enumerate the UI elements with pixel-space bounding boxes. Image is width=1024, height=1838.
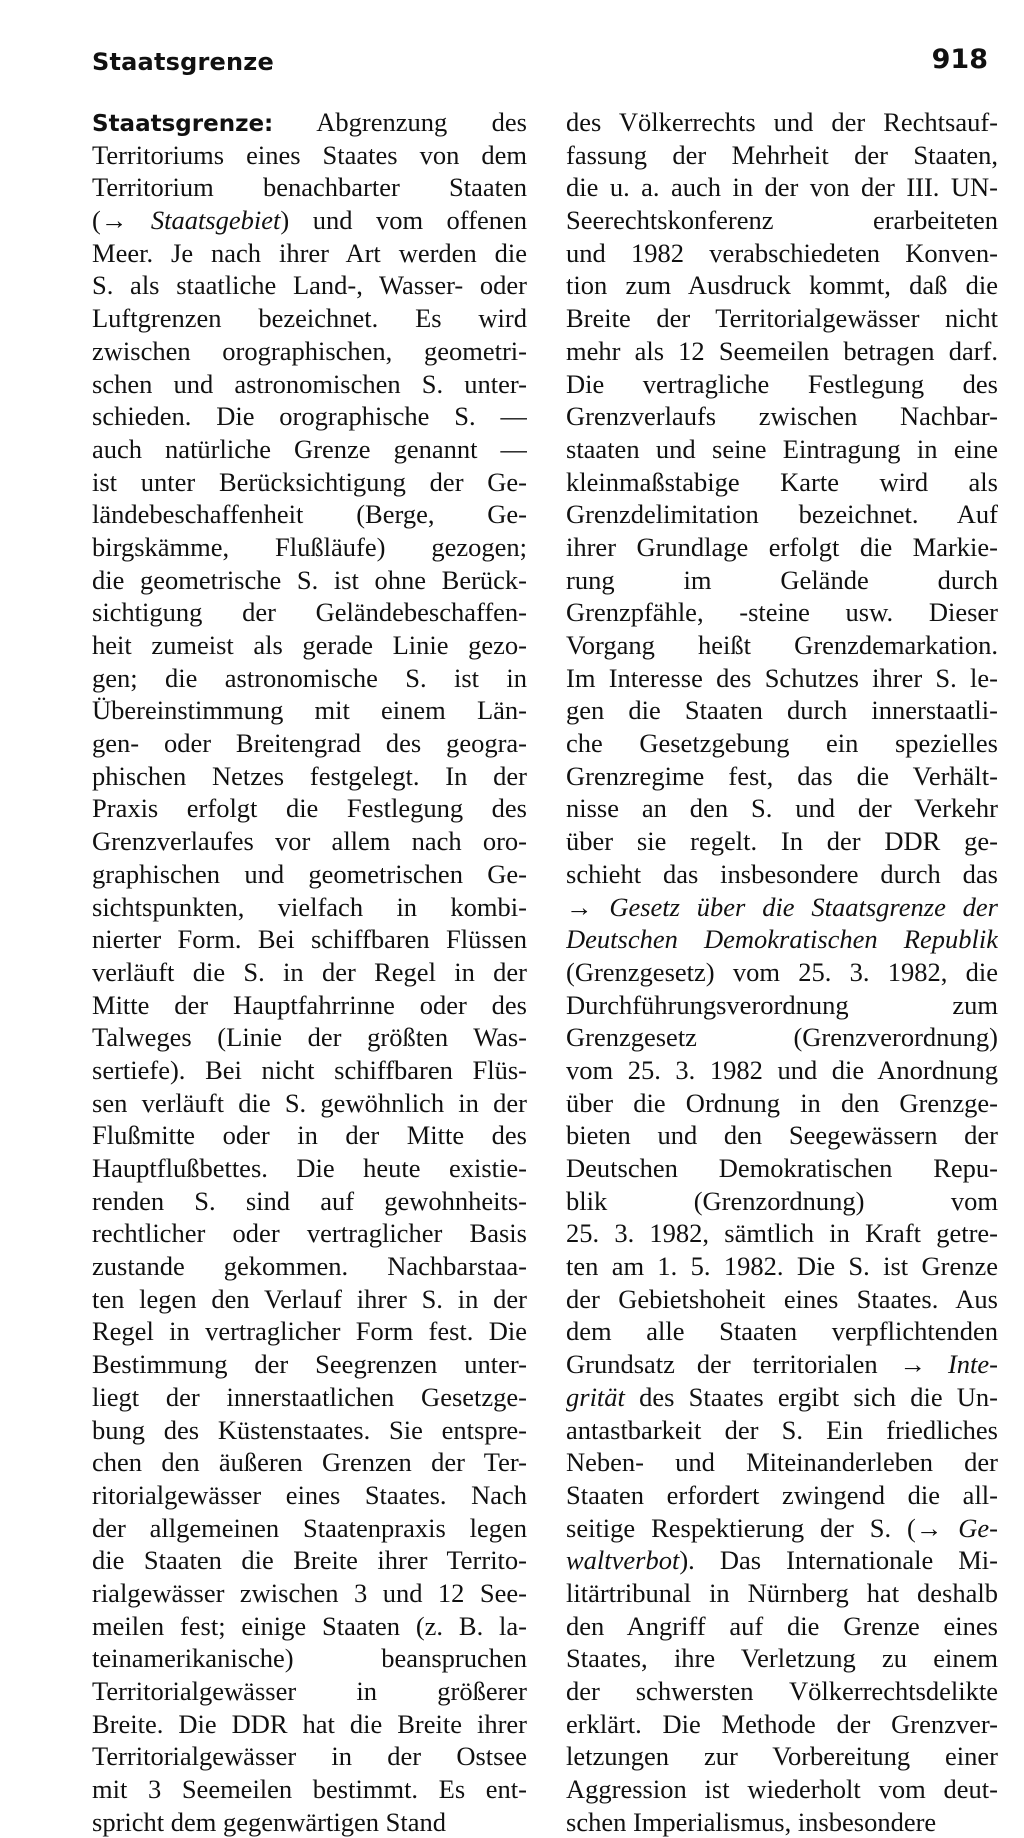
text-segment: Meer. Je nach ihrer Art werden die — [92, 237, 527, 268]
text-line — [92, 1283, 527, 1316]
text-line — [566, 694, 998, 727]
text-line — [92, 694, 527, 727]
text-segment: Aggression ist wiederholt vom deut- — [566, 1774, 998, 1805]
text-segment: Durchführungsverordnung zum — [566, 989, 998, 1020]
text-line — [566, 792, 998, 825]
text-segment: die Staaten die Breite ihrer Territo- — [92, 1545, 527, 1576]
text-segment: Übereinstimmung mit einem Län- — [92, 695, 527, 726]
text-segment: zwischen orographischen, geometri- — [92, 335, 527, 366]
text-segment: fassung der Mehrheit der Staaten, — [566, 139, 998, 170]
text-line — [566, 1119, 998, 1152]
text-segment: Neben- und Miteinanderleben der — [566, 1447, 998, 1478]
text-segment: staaten und seine Eintragung in eine — [566, 433, 998, 464]
text-segment: Im Interesse des Schutzes ihrer S. le- — [566, 662, 998, 693]
text-line — [566, 1054, 998, 1087]
text-segment: Praxis erfolgt die Festlegung des — [92, 793, 527, 824]
text-line — [566, 989, 998, 1022]
text-segment: Bestimmung der Seegrenzen unter- — [92, 1349, 527, 1380]
text-segment: gen- oder Breitengrad des geogra- — [92, 728, 527, 759]
text-segment: 25. 3. 1982, sämtlich in Kraft getre- — [566, 1218, 998, 1249]
text-segment: Grenzregime fest, das die Verhält- — [566, 760, 998, 791]
text-segment: mehr als 12 Seemeilen betragen darf. — [566, 335, 998, 366]
text-line — [92, 498, 527, 531]
text-segment: sichtspunkten, vielfach in kombi- — [92, 891, 527, 922]
text-segment: ihrer Grundlage erfolgt die Markie- — [566, 531, 998, 562]
text-segment: schieden. Die orographische S. — — [92, 401, 527, 432]
text-line — [566, 139, 998, 172]
text-segment: Grenzpfähle, -steine usw. Dieser — [566, 597, 998, 628]
text-segment: meilen fest; einige Staaten (z. B. la- — [92, 1610, 527, 1641]
text-segment: Abgrenzung des — [316, 107, 527, 137]
text-line — [92, 1250, 527, 1283]
text-line — [92, 139, 527, 172]
entry-headword: Staatsgrenze: — [92, 111, 274, 137]
text-segment: schen und astronomischen S. unter- — [92, 368, 527, 399]
cross-reference: grität — [566, 1381, 625, 1412]
text-segment: zustande gekommen. Nachbarstaa- — [92, 1251, 527, 1282]
text-line — [566, 1675, 998, 1708]
text-segment: S. als staatliche Land-, Wasser- oder — [92, 270, 527, 301]
text-line — [92, 1414, 527, 1447]
text-line — [92, 531, 527, 564]
text-line — [92, 433, 527, 466]
text-segment: dem alle Staaten verpflichtenden — [566, 1316, 998, 1347]
text-segment: ten legen den Verlauf ihrer S. in der — [92, 1283, 527, 1314]
text-line — [92, 1381, 527, 1414]
text-segment: über die Ordnung in den Grenzge- — [566, 1087, 998, 1118]
text-line — [92, 1446, 527, 1479]
text-line — [92, 204, 527, 237]
text-segment: ten am 1. 5. 1982. Die S. ist Grenze — [566, 1251, 998, 1282]
text-line — [92, 727, 527, 760]
text-segment: Grenzgesetz (Grenzverordnung) — [566, 1022, 998, 1053]
text-line — [566, 1283, 998, 1316]
text-segment: Regel in vertraglicher Form fest. Die — [92, 1316, 527, 1347]
text-segment: über sie regelt. In der DDR ge- — [566, 826, 998, 857]
text-line — [566, 269, 998, 302]
text-segment: graphischen und geometrischen Ge- — [92, 858, 527, 889]
cross-reference: Deutschen Demokratischen Republik — [566, 924, 998, 955]
text-line — [92, 825, 527, 858]
text-segment: ist unter Berücksichtigung der Ge- — [92, 466, 527, 497]
text-segment: Die vertragliche Festlegung des — [566, 368, 998, 399]
text-line — [92, 106, 527, 139]
text-line — [92, 596, 527, 629]
text-segment: Grundsatz der territorialen → — [566, 1349, 948, 1380]
text-line — [566, 1446, 998, 1479]
text-line — [92, 1185, 527, 1218]
text-line — [566, 302, 998, 335]
text-segment: der schwersten Völkerrechtsdelikte — [566, 1676, 998, 1706]
text-line — [566, 204, 998, 237]
text-segment: bung des Küstenstaates. Sie entspre- — [92, 1414, 527, 1445]
text-line — [566, 1087, 998, 1120]
text-line — [566, 335, 998, 368]
text-line — [92, 1740, 527, 1773]
text-line — [566, 531, 998, 564]
text-segment: (→ — [92, 205, 151, 236]
text-line — [566, 466, 998, 499]
text-line — [92, 1806, 527, 1838]
text-line — [566, 1806, 998, 1838]
text-segment: sen verläuft die S. gewöhnlich in der — [92, 1087, 527, 1118]
text-line — [92, 792, 527, 825]
text-line — [92, 989, 527, 1022]
text-line — [92, 1217, 527, 1250]
page-number: 918 — [931, 44, 988, 75]
text-line — [92, 335, 527, 368]
text-line — [92, 1708, 527, 1741]
text-segment: Deutschen Demokratischen Repu- — [566, 1153, 998, 1183]
text-segment: Territorialgewässer in der Ostsee — [92, 1741, 527, 1772]
text-line — [566, 891, 998, 924]
text-segment: chen den äußeren Grenzen der Ter- — [92, 1447, 527, 1478]
text-line — [566, 1512, 998, 1545]
text-line — [566, 1708, 998, 1741]
text-line — [92, 368, 527, 401]
text-line — [566, 1348, 998, 1381]
text-line — [566, 1217, 998, 1250]
text-segment: rung im Gelände durch — [566, 564, 998, 595]
text-segment: erklärt. Die Methode der Grenzver- — [566, 1708, 998, 1739]
text-line — [566, 825, 998, 858]
text-segment: des Staates ergibt sich die Un- — [624, 1381, 998, 1412]
cross-reference: Inte- — [947, 1349, 998, 1380]
text-segment: ). Das Internationale Mi- — [679, 1545, 998, 1576]
text-line — [566, 1479, 998, 1512]
text-segment: letzungen zur Vorbereitung einer — [566, 1741, 998, 1772]
text-line — [566, 433, 998, 466]
text-line — [92, 858, 527, 891]
text-segment: Hauptflußbettes. Die heute existie- — [92, 1153, 527, 1183]
text-line — [92, 1152, 527, 1185]
text-segment: schieht das insbesondere durch das — [566, 858, 998, 889]
cross-reference: waltverbot — [566, 1545, 680, 1576]
text-segment: Staaten erfordert zwingend die all- — [566, 1479, 998, 1510]
text-segment: rialgewässer zwischen 3 und 12 See- — [92, 1577, 527, 1608]
text-segment: liegt der innerstaatlichen Gesetzge- — [92, 1381, 527, 1412]
text-segment: renden S. sind auf gewohnheits- — [92, 1185, 527, 1216]
text-line — [92, 237, 527, 270]
text-line — [566, 629, 998, 662]
text-segment: Grenzdelimitation bezeichnet. Auf — [566, 499, 998, 530]
text-segment: nierter Form. Bei schiffbaren Flüssen — [92, 924, 527, 955]
text-segment: sertiefe). Bei nicht schiffbaren Flüs- — [92, 1054, 527, 1085]
text-segment: mit 3 Seemeilen bestimmt. Es ent- — [92, 1774, 527, 1805]
text-segment: Staates, ihre Verletzung zu einem — [566, 1643, 998, 1674]
text-segment: schen Imperialismus, insbesondere — [566, 1806, 937, 1837]
text-segment: spricht dem gegenwärtigen Stand — [92, 1806, 446, 1837]
text-line — [92, 891, 527, 924]
text-segment: antastbarkeit der S. Ein friedliches — [566, 1414, 998, 1445]
text-line — [92, 171, 527, 204]
text-line — [566, 564, 998, 597]
text-line — [566, 1152, 998, 1185]
text-line — [92, 269, 527, 302]
text-segment: teinamerikanische) beanspruchen — [92, 1643, 527, 1674]
text-line — [566, 760, 998, 793]
text-line — [92, 1348, 527, 1381]
text-segment: nisse an den S. und der Verkehr — [566, 793, 998, 824]
text-line — [92, 1512, 527, 1545]
text-segment: Grenzverlaufs zwischen Nachbar- — [566, 401, 998, 432]
text-segment: Breite. Die DDR hat die Breite ihrer — [92, 1708, 527, 1739]
text-line — [92, 1577, 527, 1610]
text-line — [92, 760, 527, 793]
text-line — [566, 1740, 998, 1773]
text-line — [566, 662, 998, 695]
text-segment: (Grenzgesetz) vom 25. 3. 1982, die — [566, 956, 998, 987]
cross-reference: Ge- — [958, 1512, 998, 1543]
text-segment: auch natürliche Grenze genannt — — [92, 433, 527, 464]
text-line — [92, 629, 527, 662]
text-segment: phischen Netzes festgelegt. In der — [92, 760, 527, 791]
text-line — [566, 1773, 998, 1806]
text-line — [92, 302, 527, 335]
text-line — [566, 1642, 998, 1675]
text-segment: Territorium benachbarter Staaten — [92, 172, 527, 203]
text-segment: heit zumeist als gerade Linie gezo- — [92, 630, 527, 660]
text-segment: → — [566, 891, 610, 922]
text-segment: seitige Respektierung der S. (→ — [566, 1512, 959, 1543]
text-segment: kleinmaßstabige Karte wird als — [566, 466, 998, 497]
text-line — [566, 1414, 998, 1447]
text-segment: verläuft die S. in der Regel in der — [92, 956, 527, 987]
text-line — [92, 1119, 527, 1152]
cross-reference: Gesetz über die Staatsgrenze der — [609, 891, 998, 922]
text-line — [92, 1675, 527, 1708]
text-line — [92, 1054, 527, 1087]
text-segment: Talweges (Linie der größten Was- — [92, 1022, 527, 1053]
text-line — [566, 956, 998, 989]
text-line — [566, 1381, 998, 1414]
text-line — [566, 498, 998, 531]
text-line — [92, 1087, 527, 1120]
text-segment: und 1982 verabschiedeten Konven- — [566, 237, 998, 268]
text-line — [92, 1610, 527, 1643]
text-segment: die u. a. auch in der von der III. UN- — [566, 172, 998, 203]
text-line — [92, 956, 527, 989]
text-segment: rechtlicher oder vertraglicher Basis — [92, 1218, 527, 1249]
text-segment: den Angriff auf die Grenze eines — [566, 1610, 998, 1641]
text-segment: vom 25. 3. 1982 und die Anordnung — [566, 1054, 998, 1085]
text-segment: der Gebietshoheit eines Staates. Aus — [566, 1283, 998, 1314]
text-segment: Mitte der Hauptfahrrinne oder des — [92, 989, 527, 1020]
text-segment: Vorgang heißt Grenzdemarkation. — [566, 630, 998, 660]
text-segment: ländebeschaffenheit (Berge, Ge- — [92, 499, 527, 530]
text-segment: ritorialgewässer eines Staates. Nach — [92, 1479, 527, 1510]
text-line — [566, 237, 998, 270]
text-line — [92, 1021, 527, 1054]
cross-reference: Staatsgebiet — [150, 205, 281, 236]
text-segment: gen die Staaten durch innerstaatli- — [566, 695, 998, 726]
text-line — [92, 1544, 527, 1577]
text-line — [566, 1610, 998, 1643]
text-line — [92, 1479, 527, 1512]
text-line — [566, 1021, 998, 1054]
running-head: Staatsgrenze — [92, 48, 274, 76]
text-segment: Territorialgewässer in größerer — [92, 1676, 527, 1706]
text-segment: blik (Grenzordnung) vom — [566, 1185, 998, 1216]
text-segment: des Völkerrechts und der Rechtsauf- — [566, 107, 998, 137]
text-line — [92, 923, 527, 956]
text-segment: Flußmitte oder in der Mitte des — [92, 1120, 527, 1151]
text-line — [566, 1250, 998, 1283]
text-line — [92, 400, 527, 433]
text-segment: gen; die astronomische S. ist in — [92, 662, 527, 693]
text-segment: Grenzverlaufes vor allem nach oro- — [92, 826, 527, 857]
text-segment: che Gesetzgebung ein spezielles — [566, 728, 998, 759]
text-segment: Luftgrenzen bezeichnet. Es wird — [92, 303, 527, 334]
text-line — [566, 1185, 998, 1218]
text-segment: die geometrische S. ist ohne Berück- — [92, 564, 527, 595]
text-segment: Territoriums eines Staates von dem — [92, 139, 527, 170]
text-line — [566, 1315, 998, 1348]
text-column-left — [92, 106, 527, 1838]
text-line — [92, 564, 527, 597]
text-column-right — [566, 106, 998, 1838]
text-segment: litärtribunal in Nürnberg hat deshalb — [566, 1577, 998, 1608]
text-line — [566, 1577, 998, 1610]
text-line — [92, 1315, 527, 1348]
text-line — [566, 171, 998, 204]
text-line — [566, 368, 998, 401]
text-line — [566, 596, 998, 629]
text-segment: der allgemeinen Staatenpraxis legen — [92, 1512, 527, 1543]
text-segment: birgskämme, Flußläufe) gezogen; — [92, 531, 527, 562]
text-segment: Seerechtskonferenz erarbeiteten — [566, 205, 998, 236]
text-line — [92, 662, 527, 695]
text-segment: ) und vom offenen — [280, 205, 527, 236]
text-line — [566, 858, 998, 891]
text-line — [92, 1642, 527, 1675]
text-segment: Breite der Territorialgewässer nicht — [566, 303, 998, 334]
text-line — [566, 106, 998, 139]
text-line — [92, 1773, 527, 1806]
text-segment: bieten und den Seegewässern der — [566, 1120, 998, 1151]
text-line — [92, 466, 527, 499]
text-line — [566, 400, 998, 433]
text-line — [566, 727, 998, 760]
text-line — [566, 1544, 998, 1577]
text-line — [566, 923, 998, 956]
text-segment: tion zum Ausdruck kommt, daß die — [566, 270, 998, 301]
text-segment: sichtigung der Geländebeschaffen- — [92, 597, 527, 628]
